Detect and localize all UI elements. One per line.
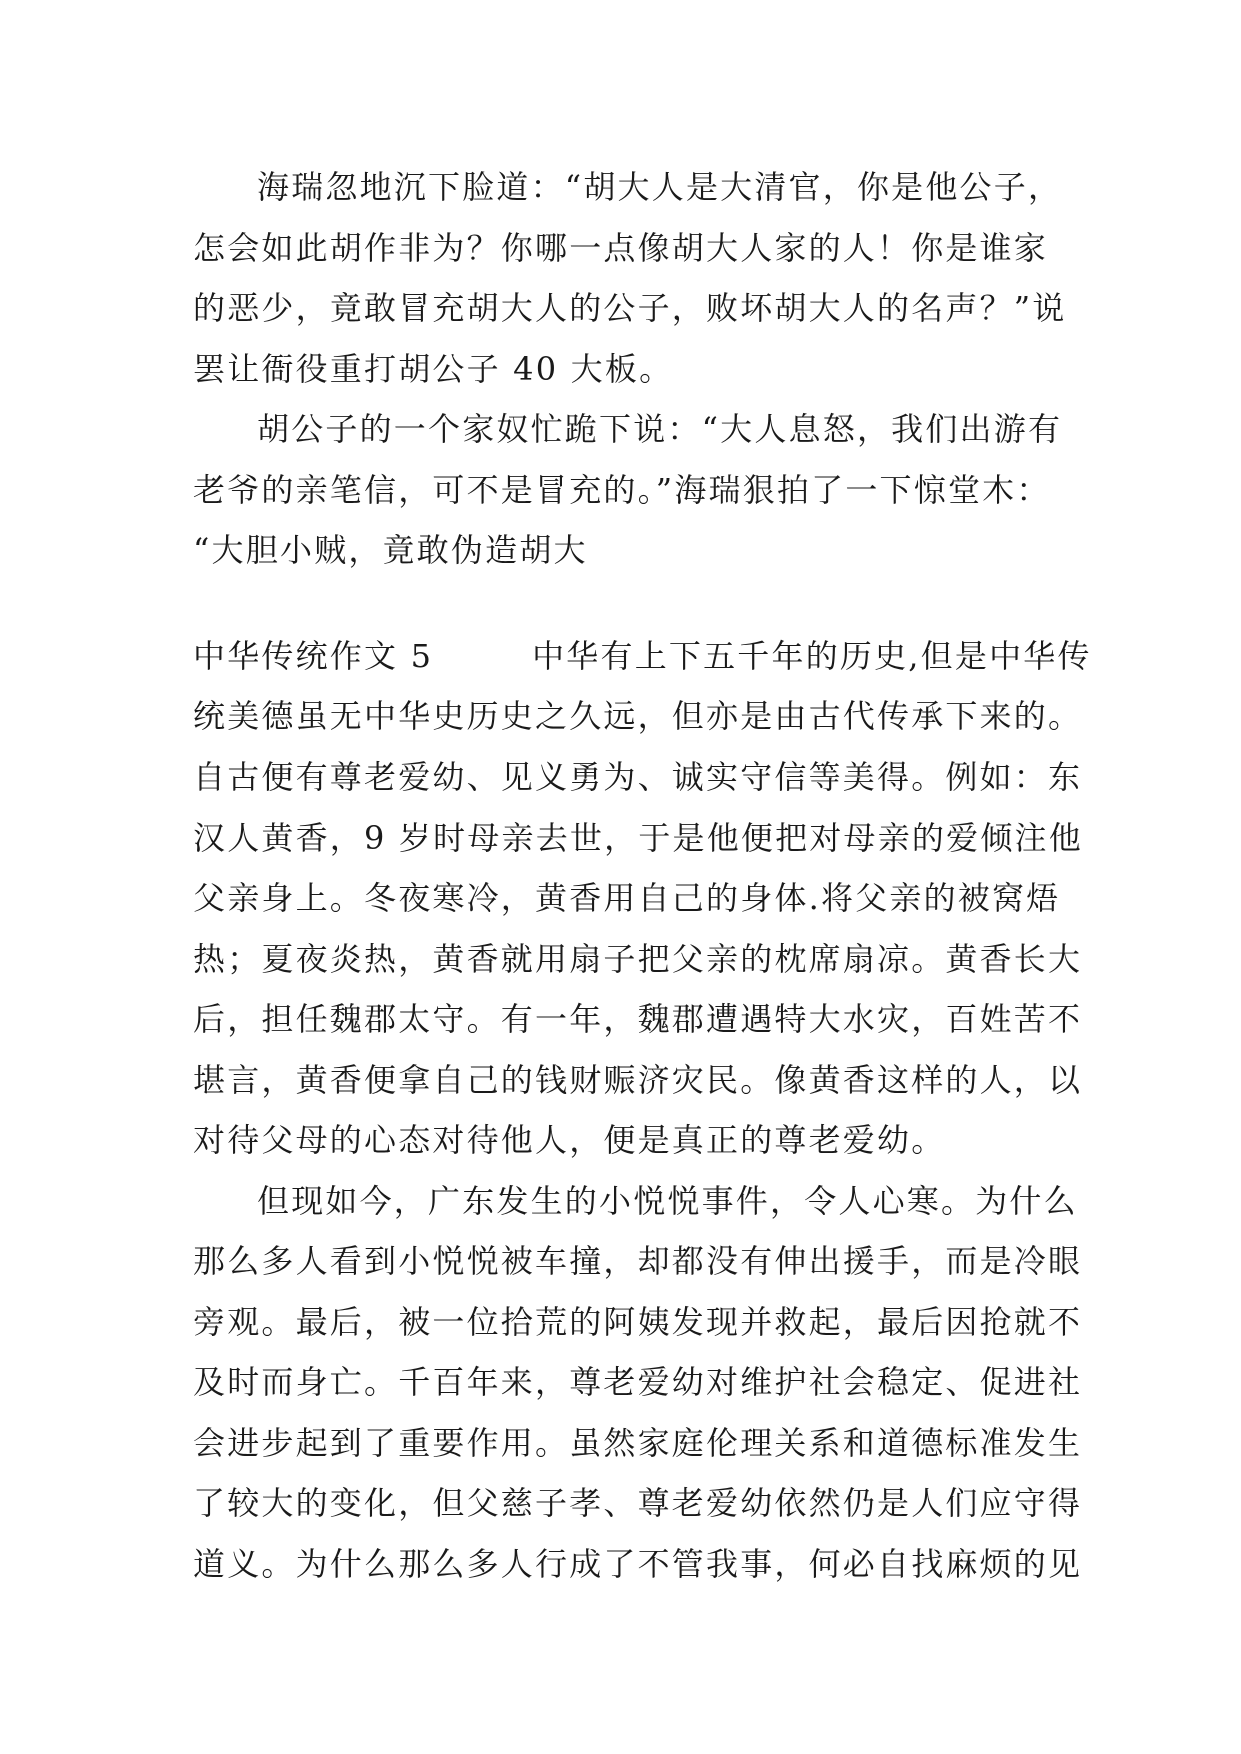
text-line: 热；夏夜炎热，黄香就用扇子把父亲的枕席扇凉。黄香长大 xyxy=(193,940,1083,978)
text-line: 自古便有尊老爱幼、见义勇为、诚实守信等美得。例如：东 xyxy=(193,758,1083,796)
text-line: 父亲身上。冬夜寒冷，黄香用自己的身体.将父亲的被窝焐 xyxy=(193,879,1061,917)
text-line: 那么多人看到小悦悦被车撞，却都没有伸出援手，而是冷眼 xyxy=(193,1242,1083,1280)
text-line: 堪言，黄香便拿自己的钱财赈济灾民。像黄香这样的人，以 xyxy=(193,1061,1083,1099)
text-line: 罢让衙役重打胡公子 40 大板。 xyxy=(193,350,674,388)
text-line: 胡公子的一个家奴忙跪下说：“大人息怒，我们出游有 xyxy=(257,410,1063,448)
text-line: 后，担任魏郡太守。有一年，魏郡遭遇特大水灾，百姓苦不 xyxy=(193,1000,1083,1038)
text-line: 海瑞忽地沉下脸道：“胡大人是大清官，你是他公子， xyxy=(257,168,1063,206)
text-line: 汉人黄香，9 岁时母亲去世，于是他便把对母亲的爱倾注他 xyxy=(193,819,1083,857)
text-line: 及时而身亡。千百年来，尊老爱幼对维护社会稳定、促进社 xyxy=(193,1363,1083,1401)
text-line: 道义。为什么那么多人行成了不管我事，何必自找麻烦的见 xyxy=(193,1545,1083,1583)
text-line: 会进步起到了重要作用。虽然家庭伦理关系和道德标准发生 xyxy=(193,1424,1083,1462)
text-line: 了较大的变化，但父慈子孝、尊老爱幼依然仍是人们应守得 xyxy=(193,1484,1083,1522)
text-line: 对待父母的心态对待他人，便是真正的尊老爱幼。 xyxy=(193,1121,946,1159)
text-line: 怎会如此胡作非为？你哪一点像胡大人家的人！你是谁家 xyxy=(193,229,1049,267)
text-line: 但现如今，广东发生的小悦悦事件，令人心寒。为什么 xyxy=(257,1182,1078,1220)
text-line: 中华传统作文 5 中华有上下五千年的历史,但是中华传 xyxy=(193,637,1092,675)
text-line: 旁观。最后，被一位拾荒的阿姨发现并救起，最后因抢就不 xyxy=(193,1303,1083,1341)
text-line: 统美德虽无中华史历史之久远，但亦是由古代传承下来的。 xyxy=(193,697,1083,735)
text-line: 的恶少，竟敢冒充胡大人的公子，败坏胡大人的名声？”说 xyxy=(193,289,1067,327)
text-line: “大胆小贼，竟敢伪造胡大 xyxy=(193,531,588,569)
text-line: 老爷的亲笔信，可不是冒充的。”海瑞狠拍了一下惊堂木： xyxy=(193,471,1051,509)
